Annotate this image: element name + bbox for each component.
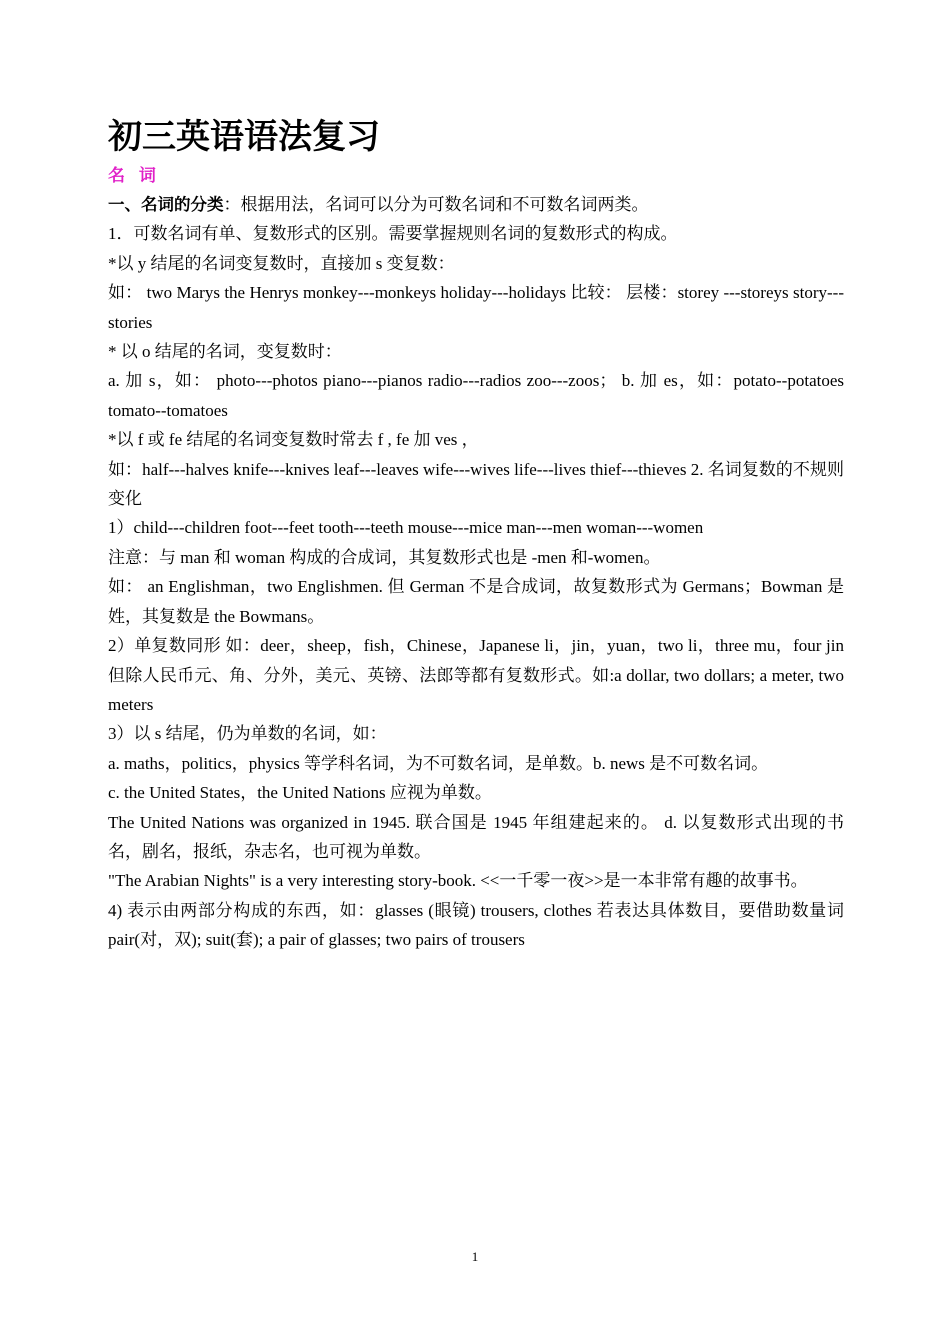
paragraph: a. 加 s，如： photo---photos piano---pianos radio---radios zoo---zoos； b. 加 es，如：potato--potatoes tomato--tomatoes xyxy=(108,371,844,420)
paragraph: *以 y 结尾的名词变复数时，直接加 s 变复数： xyxy=(108,253,455,273)
intro-text: ：根据用法，名词可以分为可数名词和不可数名词两类。 xyxy=(223,195,649,214)
paragraph: *以 f 或 fe 结尾的名词变复数时常去 f , fe 加 ves ， xyxy=(108,430,479,450)
paragraph: 1．可数名词有单、复数形式的区别。需要掌握规则名词的复数形式的构成。 xyxy=(108,224,678,244)
paragraph: The United Nations was organized in 1945. 联合国是 1945 年组建起来的。 d. 以复数形式出现的书名，剧名，报纸，杂志名，也可视为单数。 xyxy=(108,812,844,861)
paragraph: 注意：与 man 和 woman 构成的合成词，其复数形式也是 -men 和-women。 xyxy=(108,547,661,567)
paragraph: 4) 表示由两部分构成的东西，如：glasses (眼镜) trousers, clothes 若表达具体数目，要借助数量词 pair(对，双); suit(套); a pair of glasses; two pairs of trousers xyxy=(108,900,844,950)
paragraph: 1）child---children foot---feet tooth---teeth mouse---mice man---men woman---women xyxy=(108,518,704,538)
intro-bold-lead: 一、名词的分类 xyxy=(108,195,224,214)
paragraph: "The Arabian Nights" is a very interesting story-book. <<一千零一夜>>是一本非常有趣的故事书。 xyxy=(108,871,808,891)
paragraph: * 以 o 结尾的名词，变复数时： xyxy=(108,342,342,362)
paragraph: 如： an Englishman，two Englishmen. 但 German 不是合成词，故复数形式为 Germans；Bowman 是姓，其复数是 the Bowmans。 xyxy=(108,577,844,626)
paragraph: 如：half---halves knife---knives leaf---leaves wife---wives life---lives thief---thieves 2. 名词复数的不规则变化 xyxy=(108,459,844,509)
paragraph: 如： two Marys the Henrys monkey---monkeys holiday---holidays 比较： 层楼：storey ---storeys story---stories xyxy=(108,283,844,332)
paragraph: c. the United States，the United Nations 应视为单数。 xyxy=(108,783,492,803)
paragraph: 2）单复数同形 如：deer，sheep，fish，Chinese，Japanese li，jin，yuan，two li，three mu，four jin 但除人民币元、角、分外，美元、英镑、法郎等都有复数形式。如:a dollar, two dollars; a meter, two meters xyxy=(108,636,844,714)
paragraph: 3）以 s 结尾，仍为单数的名词，如： xyxy=(108,724,387,744)
document-body xyxy=(108,112,844,955)
intro-paragraph xyxy=(108,190,844,219)
paragraph: a. maths，politics，physics 等学科名词，为不可数名词，是单数。b. news 是不可数名词。 xyxy=(108,753,769,773)
page-title: 初三英语语法复习 xyxy=(108,117,380,157)
page-number: 1 xyxy=(471,1249,479,1264)
section-heading: 名 词 xyxy=(108,166,160,186)
